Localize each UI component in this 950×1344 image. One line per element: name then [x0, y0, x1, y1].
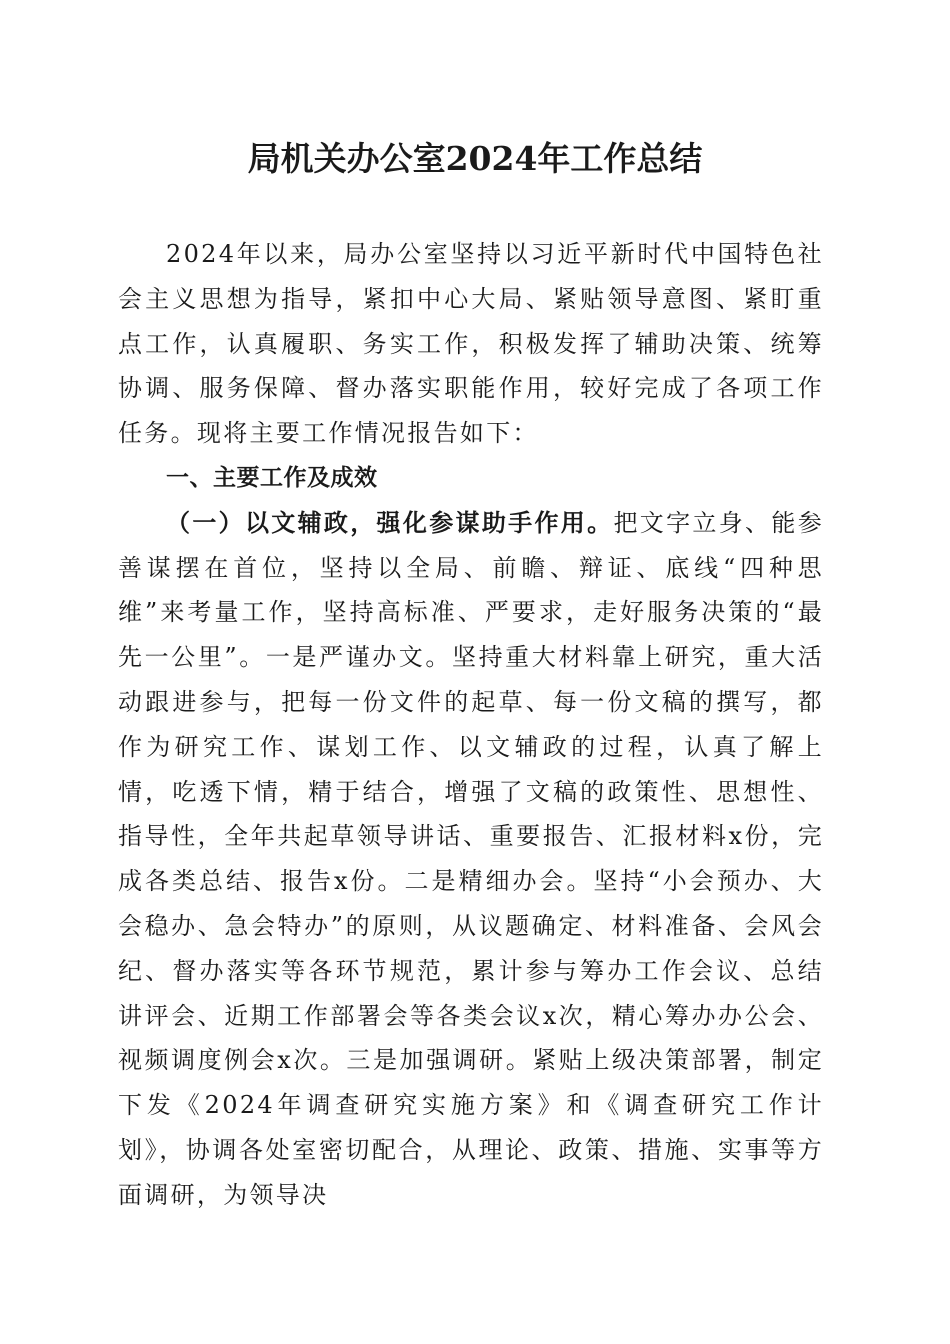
subsection-paragraph [118, 501, 824, 1218]
intro-paragraph: 2024年以来，局办公室坚持以习近平新时代中国特色社会主义思想为指导，紧扣中心大局、紧贴领导意图、紧盯重点工作，认真履职、务实工作，积极发挥了辅助决策、统筹协调、服务保障、督办落实职能作用，较好完成了各项工作任务。现将主要工作情况报告如下： [118, 240, 824, 448]
document-body [118, 232, 824, 1218]
document-title: 局机关办公室2024年工作总结 [247, 139, 703, 178]
subsection-heading: （一）以文辅政，强化参谋助手作用。 [166, 507, 614, 537]
subsection-text: 把文字立身、能参善谋摆在首位，坚持以全局、前瞻、辩证、底线“四种思维”来考量工作，坚持高标准、严要求，走好服务决策的“最先一公里”。一是严谨办文。坚持重大材料靠上研究，重大活动跟进参与，把每一份文件的起草、每一份文稿的撰写，都作为研究工作、谋划工作、以文辅政的过程，认真了解上情，吃透下情，精于结合，增强了文稿的政策性、思想性、指导性，全年共起草领导讲话、重要报告、汇报材料x份，完成各类总结、报告x份。二是精细办会。坚持“小会预办、大会稳办、急会特办”的原则，从议题确定、材料准备、会风会纪、督办落实等各环节规范，累计参与筹办工作会议、总结讲评会、近期工作部署会等各类会议x次，精心筹办办公会、视频调度例会x次。三是加强调研。紧贴上级决策部署，制定下发《2024年调查研究实施方案》和《调查研究工作计划》，协调各处室密切配合，从理论、政策、措施、实事等方面调研，为领导决 [118, 508, 824, 1209]
section-heading: 一、主要工作及成效 [166, 464, 378, 491]
